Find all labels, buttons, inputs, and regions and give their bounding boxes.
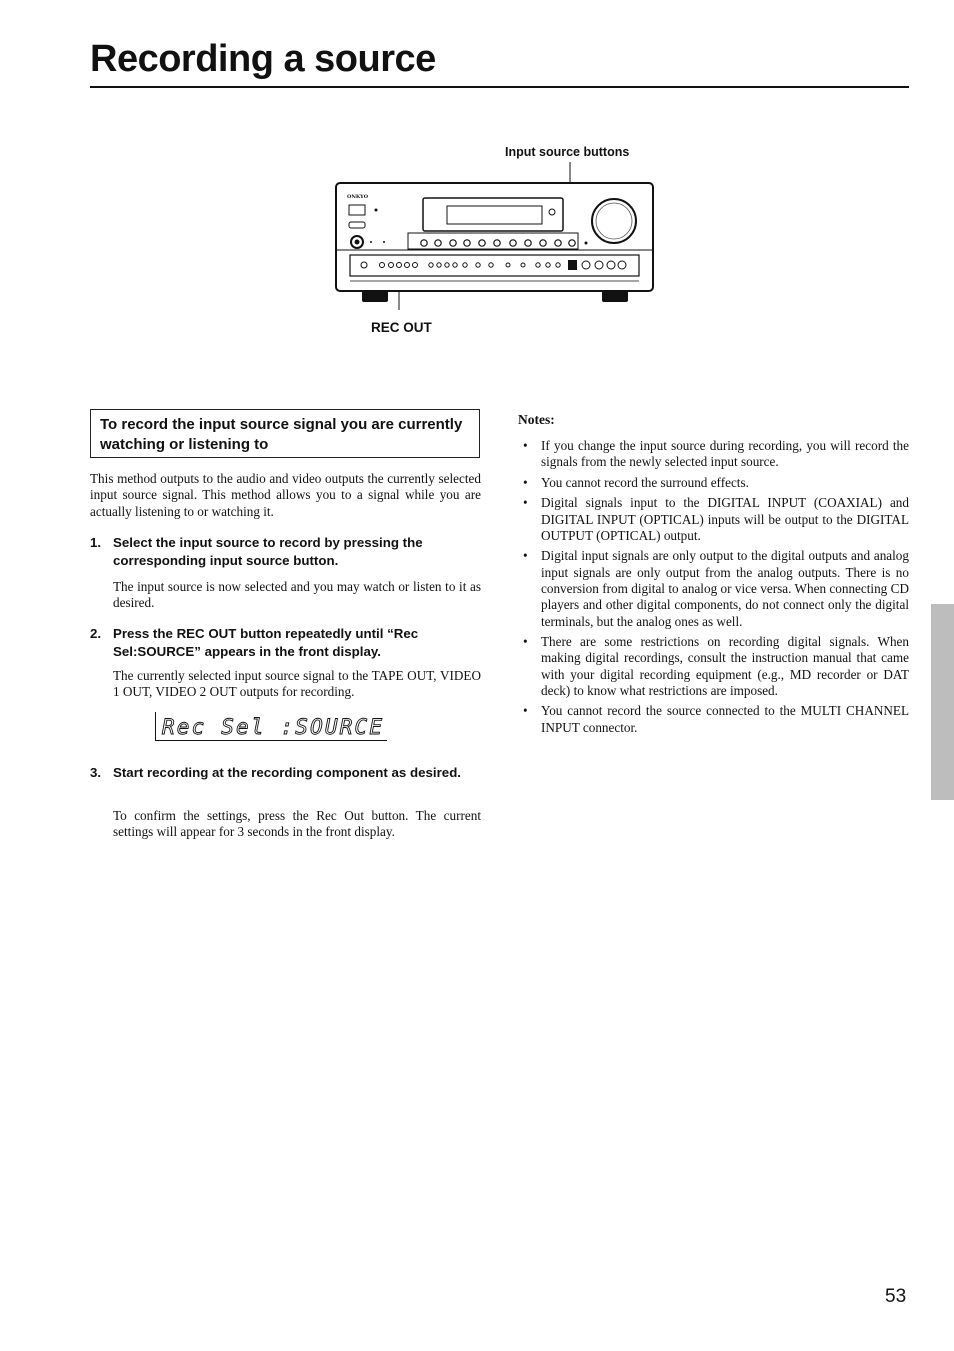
receiver-front-panel-illustration — [320, 160, 665, 310]
notes-list — [518, 438, 909, 740]
procedure-heading-box: To record the input source signal you are currently watching or listening to — [90, 409, 480, 458]
step-3-number: 3. — [90, 765, 102, 780]
procedure-intro: This method outputs to the audio and video outputs the currently selected input source signal. This method allows you to a signal while you are actually listening to or watching it. — [90, 471, 481, 519]
step-2-number: 2. — [90, 626, 102, 641]
note-item — [518, 634, 909, 699]
input-source-buttons-label: Input source buttons — [505, 145, 630, 159]
note-text: You cannot record the surround effects. — [541, 474, 749, 490]
page-title: Recording a source — [90, 38, 436, 80]
notes-heading: Notes: — [518, 412, 555, 427]
front-display-illustration — [155, 712, 387, 741]
receiver-foot-left — [362, 291, 388, 302]
receiver-brand: ONKYO — [347, 194, 369, 200]
rec-out-label: REC OUT — [371, 320, 432, 335]
note-text: Digital signals input to the DIGITAL INPUT (COAXIAL) and DIGITAL INPUT (OPTICAL) inputs will be output to the DIGITAL OUTPUT (OPTICAL) output. — [541, 495, 909, 543]
input-source-button-row — [408, 233, 578, 249]
note-item — [518, 703, 909, 736]
note-text: Digital input signals are only output to the digital outputs and analog input signals are only output from the analog outputs. There is no conversion from digital to analog or vice versa. When connecting CD players and other digital components, do not connect only the digital terminals, but the analog ones as well. — [541, 548, 909, 629]
receiver-foot-right — [602, 291, 628, 302]
note-item — [518, 548, 909, 629]
note-item — [518, 438, 909, 471]
step-1-text: Select the input source to record by pressing the corresponding input source button. — [113, 535, 423, 568]
note-bullet: • — [523, 495, 528, 511]
section-side-tab — [931, 604, 954, 800]
step-3-heading — [0, 764, 954, 804]
volume-knob — [592, 199, 636, 243]
step-3-text: Start recording at the recording component as desired. — [113, 765, 462, 780]
step-3-body: To confirm the settings, press the Rec Out button. The current settings will appear for 3 seconds in the front display. — [113, 808, 481, 840]
note-bullet: • — [523, 703, 528, 719]
step-2-text: Press the REC OUT button repeatedly until “Rec Sel:SOURCE” appears in the front display. — [113, 626, 419, 659]
front-display-text: Rec Sel :SOURCE — [162, 715, 382, 739]
note-bullet: • — [523, 548, 528, 564]
step-2-body: The currently selected input source signal to the TAPE OUT, VIDEO 1 OUT, VIDEO 2 OUT outputs for recording. — [113, 668, 481, 700]
note-bullet: • — [523, 474, 528, 490]
title-rule — [90, 86, 909, 88]
note-text: You cannot record the source connected to the MULTI CHANNEL INPUT connector. — [541, 703, 909, 735]
note-text: There are some restrictions on recording digital signals. When making digital recordings, consult the instruction manual that came with your digital recording equipment (e.g., MD recorder or DAT deck) to know what restrictions are imposed. — [541, 634, 909, 698]
note-item — [518, 475, 909, 491]
note-item — [518, 495, 909, 544]
note-bullet: • — [523, 438, 528, 453]
note-bullet: • — [523, 634, 528, 650]
step-1-body: The input source is now selected and you may watch or listen to it as desired. — [113, 579, 481, 611]
step-1-number: 1. — [90, 535, 102, 550]
note-text: If you change the input source during recording, you will record the signals from the newly selected input source. — [541, 438, 909, 470]
page-number: 53 — [885, 1286, 907, 1307]
